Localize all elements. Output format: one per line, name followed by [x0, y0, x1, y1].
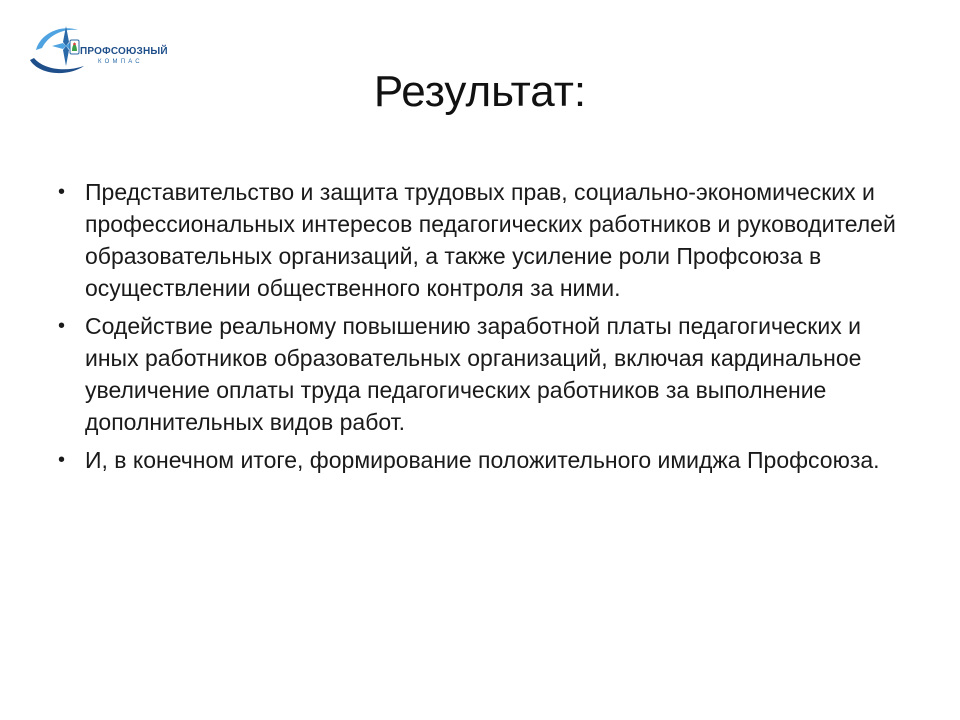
logo-subtitle: КОМПАС: [98, 59, 143, 65]
bullet-dot-icon: •: [58, 181, 66, 203]
bullet-item: [58, 176, 908, 304]
bullet-dot-icon: •: [58, 315, 66, 337]
bullet-dot-icon: •: [58, 449, 66, 471]
bullet-item: [58, 310, 908, 438]
bullet-item: [58, 444, 908, 476]
bullet-text: И, в конечном итоге, формирование положительного имиджа Профсоюза.: [85, 447, 880, 473]
logo-title: ПРОФСОЮЗНЫЙ: [80, 46, 168, 57]
bullet-text: Содействие реальному повышению заработной платы педагогических и иных работников образовательных организаций, включая кардинальное увеличение оплаты труда педагогических работников за выполнение дополнительных видов работ.: [85, 313, 862, 435]
slide-title: Результат:: [373, 67, 587, 116]
bullet-text: Представительство и защита трудовых прав, социально-экономических и профессиональных интересов педагогических работников и руководителей образовательных организаций, а также усиление роли Профсоюза в осуществлении общественного контроля за ними.: [85, 179, 896, 301]
bullet-list: [58, 176, 908, 482]
